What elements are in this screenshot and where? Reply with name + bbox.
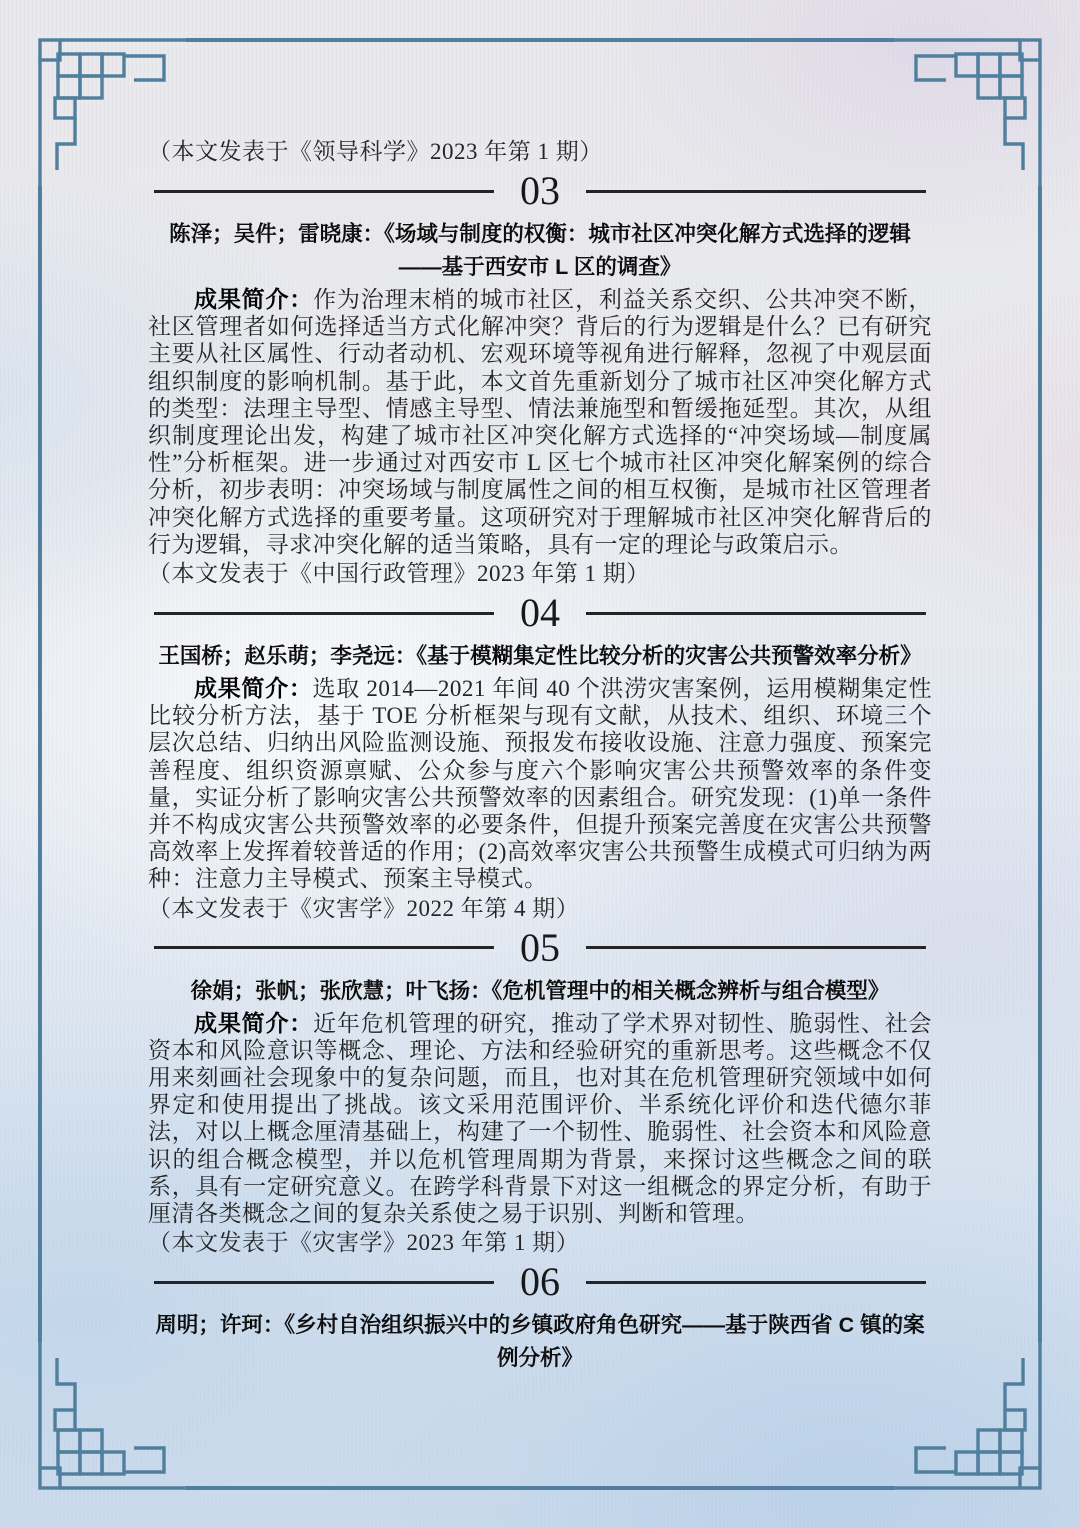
publication-note: （本文发表于《中国行政管理》2023 年第 1 期） (148, 561, 650, 587)
abstract-label: 成果简介： (194, 286, 314, 312)
publication-note: （本文发表于《灾害学》2022 年第 4 期） (148, 895, 580, 921)
abstract-text: 选取 2014—2021 年间 40 个洪涝灾害案例，运用模糊集定性比较分析方法，基于 TOE 分析框架与现有文献，从技术、组织、环境三个层次总结、归纳出风险监测设施、预报发布接收设施、注意力强度、预案完善程度、组织资源禀赋、公众参与度六个影响灾害公共预警效率的条件变量，实证分析了影响灾害公共预警效率的因素组合。研究发现：(1)单一条件并不构成灾害公共预警效率的必要条件，但提升预案完善度在灾害公共预警高效率上发挥着较普适的作用；(2)高效率灾害公共预警生成模式可归纳为两种：注意力主导模式、预案主导模式。 (148, 676, 933, 892)
section-number-divider (154, 1261, 926, 1303)
section-number-divider (154, 170, 926, 212)
section-05 (148, 924, 933, 1258)
section-number: 06 (520, 1259, 560, 1305)
divider-line-right (586, 1281, 926, 1284)
document-content (148, 0, 932, 1377)
section-number-divider (154, 592, 926, 634)
section-06 (148, 1261, 932, 1375)
section-number: 04 (520, 590, 560, 636)
section-title: 王国桥；赵乐萌；李尧远：《基于模糊集定性比较分析的灾害公共预警效率分析》 (158, 644, 922, 669)
frame-border-left (38, 186, 41, 1342)
section-title: 周明；许珂：《乡村自治组织振兴中的乡镇政府角色研究——基于陕西省 C 镇的案例分析》 (155, 1313, 925, 1371)
divider-line-right (586, 946, 926, 949)
section-title: 陈泽；吴件；雷晓康：《场域与制度的权衡：城市社区冲突化解方式选择的逻辑——基于西安市 L 区的调查》 (169, 222, 911, 279)
divider-line-right (586, 612, 926, 615)
section-abstract (148, 286, 932, 558)
abstract-label: 成果简介： (194, 675, 313, 702)
section-title: 徐娟；张帆；张欣慧；叶飞扬：《危机管理中的相关概念辨析与组合模型》 (190, 978, 890, 1003)
divider-line-left (154, 190, 494, 193)
section-number: 05 (520, 924, 560, 970)
abstract-text: 作为治理末梢的城市社区，利益关系交织、公共冲突不断，社区管理者如何选择适当方式化解冲突？背后的行为逻辑是什么？已有研究主要从社区属性、行动者动机、宏观环境等视角进行解释，忽视了中观层面组织制度的影响机制。基于此，本文首先重新划分了城市社区冲突化解方式的类型：法理主导型、情感主导型、情法兼施型和暂缓拖延型。其次，从组织制度理论出发，构建了城市社区冲突化解方式选择的“冲突场域—制度属性”分析框架。进一步通过对西安市 L 区七个城市社区冲突化解案例的综合分析，初步表明：冲突场域与制度属性之间的相互权衡，是城市社区管理者冲突化解方式选择的重要考量。这项研究对于理解城市社区冲突化解背后的行为逻辑，寻求冲突化解的适当策略，具有一定的理论与政策启示。 (148, 287, 933, 557)
frame-border-right (1038, 186, 1041, 1342)
section-03 (148, 170, 932, 588)
publication-note: （本文发表于《领导科学》2023 年第 1 期） (148, 139, 603, 164)
frame-border-bottom (186, 1486, 894, 1489)
section-abstract (148, 1010, 932, 1228)
divider-line-left (154, 946, 494, 949)
abstract-label: 成果简介： (194, 1009, 314, 1036)
section-number: 03 (520, 168, 560, 213)
section-04 (148, 592, 932, 923)
divider-line-left (154, 612, 494, 615)
publication-note: （本文发表于《灾害学》2023 年第 1 期） (148, 1230, 580, 1256)
section-number-divider (154, 924, 926, 970)
divider-line-right (586, 190, 926, 193)
abstract-text: 近年危机管理的研究，推动了学术界对韧性、脆弱性、社会资本和风险意识等概念、理论、方法和经验研究的重新思考。这些概念不仅用来刻画社会现象中的复杂问题，而且，也对其在危机管理研究领域中如何界定和使用提出了挑战。该文采用范围评价、半系统化评价和迭代德尔菲法，对以上概念厘清基础上，构建了一个韧性、脆弱性、社会资本和风险意识的组合概念模型，并以危机管理周期为背景，来探讨这些概念之间的联系，具有一定研究意义。在跨学科背景下对这一组概念的界定分析，有助于厘清各类概念之间的复杂关系使之易于识别、判断和管理。 (148, 1010, 933, 1227)
section-abstract (148, 675, 932, 893)
divider-line-left (154, 1281, 494, 1284)
